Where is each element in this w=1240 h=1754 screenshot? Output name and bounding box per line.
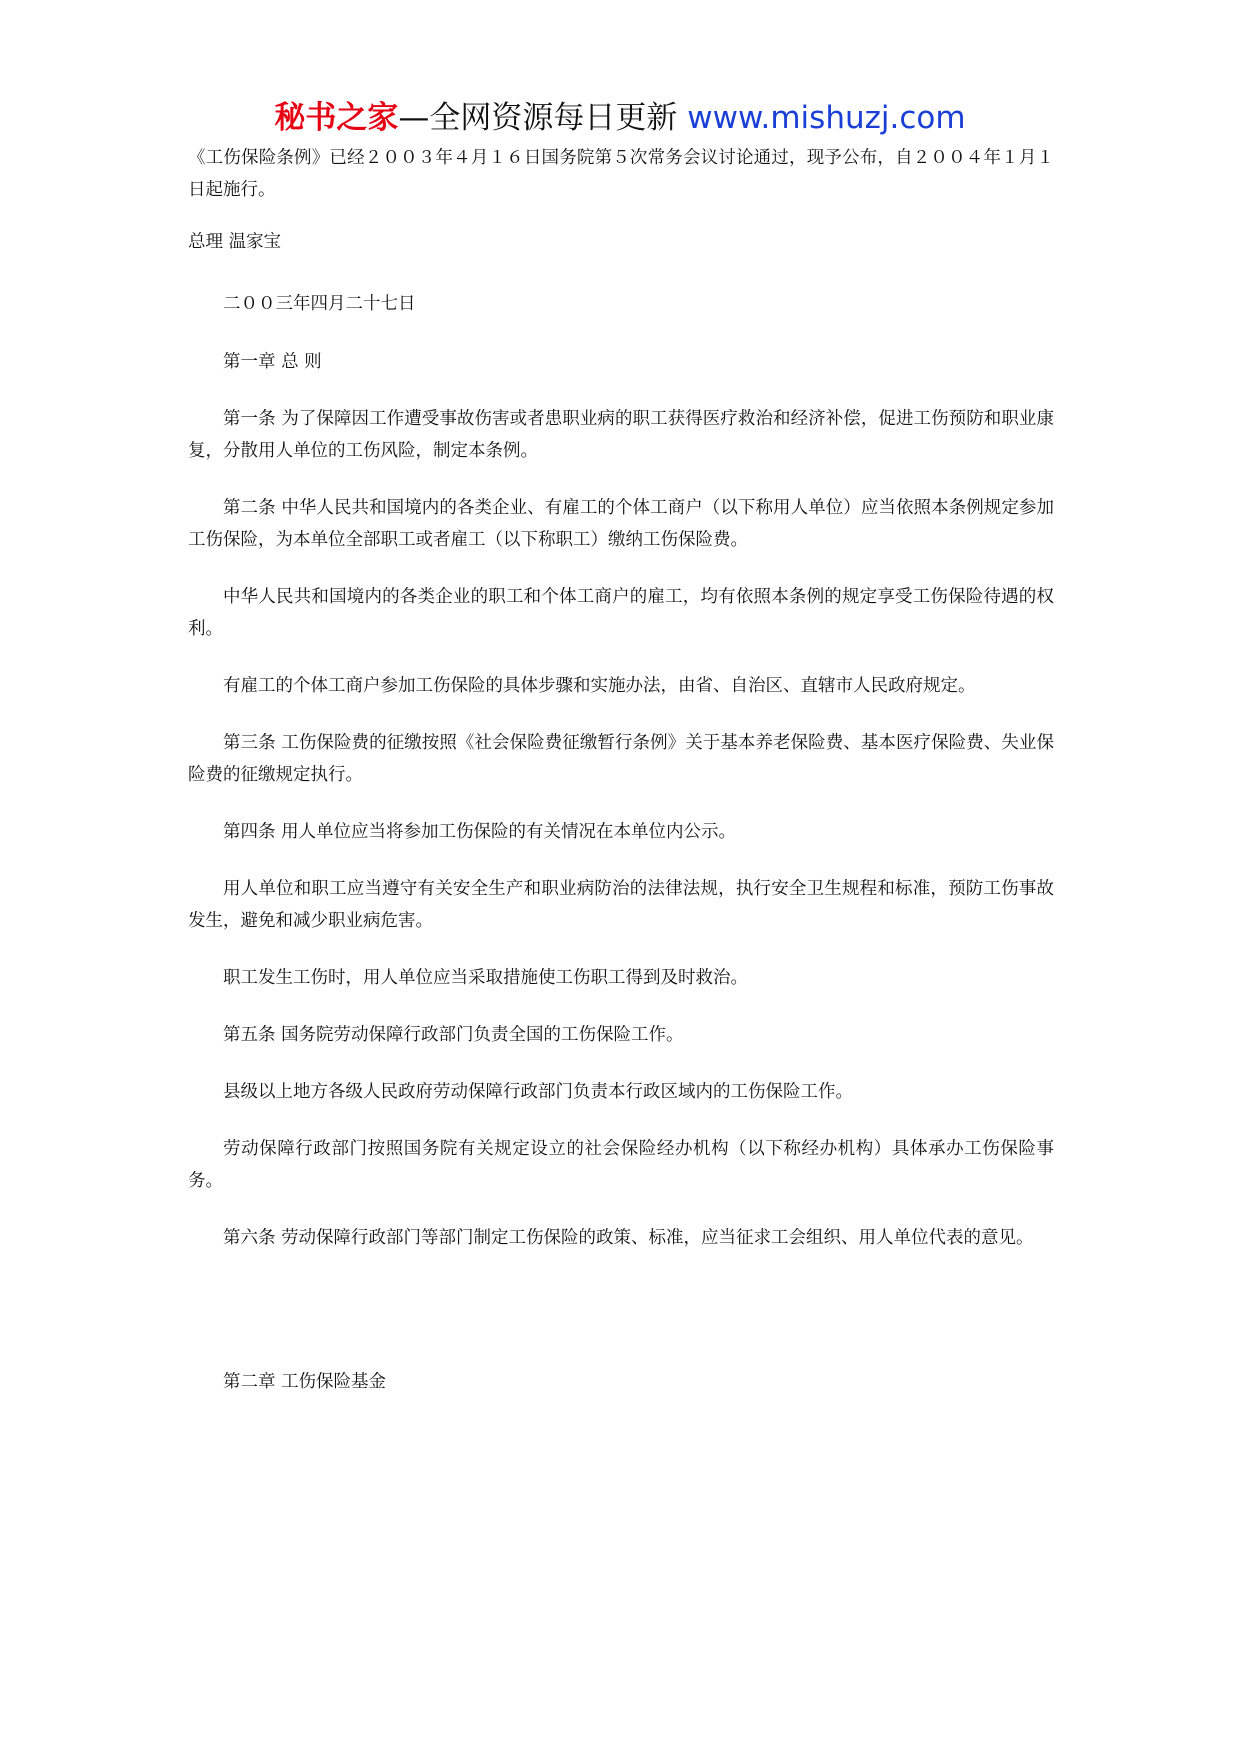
chapter-1-title: 第一章 总 则 <box>223 352 322 372</box>
header-tagline: —全网资源每日更新 <box>398 100 678 136</box>
article-4-paragraph-2: 用人单位和职工应当遵守有关安全生产和职业病防治的法律法规，执行安全卫生规程和标准，预防工伤事故发生，避免和减少职业病危害。 <box>188 879 1054 931</box>
site-header <box>0 98 1240 138</box>
brand-name: 秘书之家 <box>274 100 399 136</box>
article-5: 第五条 国务院劳动保障行政部门负责全国的工伤保险工作。 <box>223 1025 684 1045</box>
article-4: 第四条 用人单位应当将参加工伤保险的有关情况在本单位内公示。 <box>223 822 737 842</box>
intro-paragraph: 《工伤保险条例》已经２００３年４月１６日国务院第５次常务会议讨论通过，现予公布，自２００４年１月１日起施行。 <box>188 148 1054 200</box>
article-6: 第六条 劳动保障行政部门等部门制定工伤保险的政策、标准，应当征求工会组织、用人单位代表的意见。 <box>223 1228 1034 1248</box>
article-1: 第一条 为了保障因工作遭受事故伤害或者患职业病的职工获得医疗救治和经济补偿，促进工伤预防和职业康复，分散用人单位的工伤风险，制定本条例。 <box>188 409 1054 461</box>
signature: 总理 温家宝 <box>188 232 282 252</box>
article-5-paragraph-3: 劳动保障行政部门按照国务院有关规定设立的社会保险经办机构（以下称经办机构）具体承办工伤保险事务。 <box>188 1139 1054 1191</box>
article-2-paragraph-3: 有雇工的个体工商户参加工伤保险的具体步骤和实施办法，由省、自治区、直辖市人民政府规定。 <box>223 676 976 696</box>
date-line: 二００三年四月二十七日 <box>223 294 416 314</box>
article-4-paragraph-3: 职工发生工伤时，用人单位应当采取措施使工伤职工得到及时救治。 <box>223 968 748 988</box>
site-url-link[interactable]: www.mishuzj.com <box>687 100 966 136</box>
article-2: 第二条 中华人民共和国境内的各类企业、有雇工的个体工商户（以下称用人单位）应当依照本条例规定参加工伤保险，为本单位全部职工或者雇工（以下称职工）缴纳工伤保险费。 <box>188 498 1054 550</box>
article-3: 第三条 工伤保险费的征缴按照《社会保险费征缴暂行条例》关于基本养老保险费、基本医疗保险费、失业保险费的征缴规定执行。 <box>188 733 1054 785</box>
article-2-paragraph-2: 中华人民共和国境内的各类企业的职工和个体工商户的雇工，均有依照本条例的规定享受工伤保险待遇的权利。 <box>188 587 1054 639</box>
chapter-2-title: 第二章 工伤保险基金 <box>223 1372 387 1392</box>
article-5-paragraph-2: 县级以上地方各级人民政府劳动保障行政部门负责本行政区域内的工伤保险工作。 <box>223 1082 853 1102</box>
